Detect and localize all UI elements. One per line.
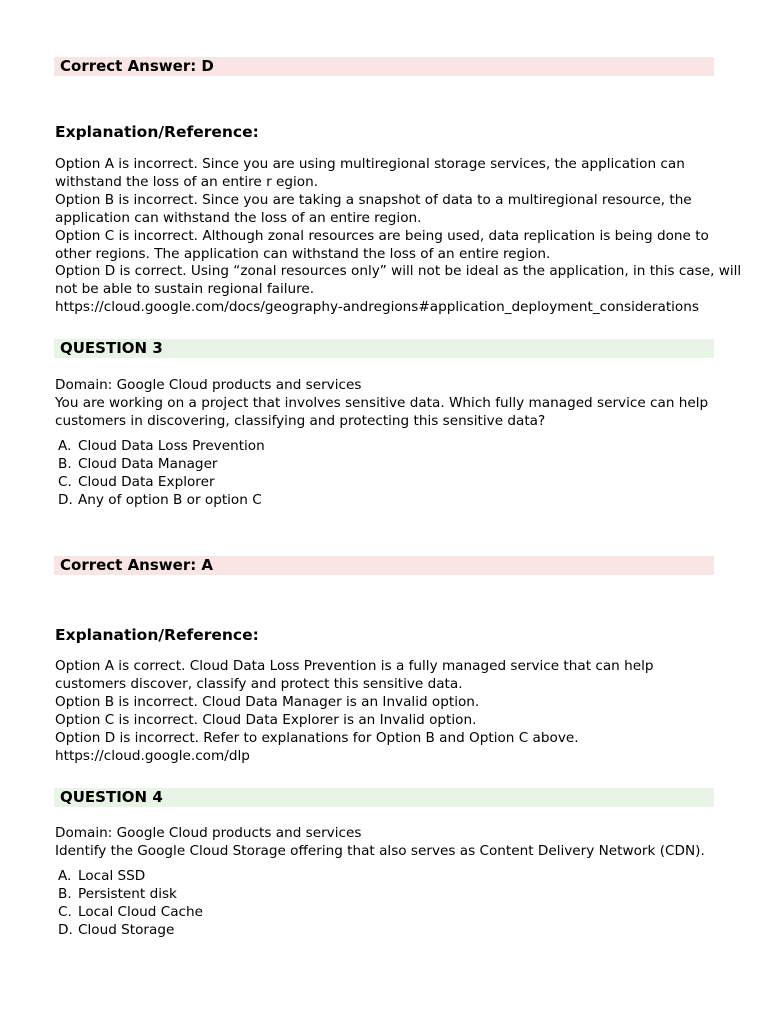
- option-text: Any of option B or option C: [78, 491, 262, 508]
- option-item[interactable]: [58, 904, 203, 922]
- option-letter: D.: [58, 921, 73, 938]
- explanation-line: other regions. The application can withstand the loss of an entire region.: [55, 245, 551, 262]
- explanation-text: [55, 156, 742, 317]
- option-text: Cloud Data Explorer: [78, 473, 215, 490]
- explanation-heading: Explanation/Reference:: [55, 123, 259, 141]
- explanation-line: Option A is incorrect. Since you are using multiregional storage services, the application can: [55, 156, 685, 172]
- question-title-bar: QUESTION 4: [54, 788, 714, 807]
- explanation-line: Option A is correct. Cloud Data Loss Prevention is a fully managed service that can help: [55, 658, 654, 674]
- option-item[interactable]: [58, 868, 203, 886]
- option-letter: A.: [58, 438, 72, 454]
- option-text: Local Cloud Cache: [78, 903, 203, 920]
- correct-answer-bar: Correct Answer: D: [54, 57, 714, 76]
- explanation-line: Option D is correct. Using “zonal resources only” will not be ideal as the application, in this case, will: [55, 263, 742, 280]
- explanation-line: Option D is incorrect. Refer to explanations for Option B and Option C above.: [55, 729, 579, 746]
- option-text: Cloud Data Loss Prevention: [78, 438, 265, 454]
- option-text: Cloud Storage: [78, 921, 175, 938]
- explanation-line: Option B is incorrect. Since you are taking a snapshot of data to a multiregional resource, the: [55, 191, 692, 208]
- question-text: [55, 377, 725, 431]
- option-item[interactable]: [58, 438, 265, 456]
- question-line: Identify the Google Cloud Storage offering that also serves as Content Delivery Network (CDN).: [55, 842, 705, 859]
- option-letter: D.: [58, 491, 73, 508]
- answer-options: [58, 868, 203, 940]
- question-text: [55, 825, 725, 861]
- explanation-line: Option C is incorrect. Cloud Data Explorer is an Invalid option.: [55, 711, 477, 728]
- option-item[interactable]: [58, 474, 265, 492]
- option-letter: C.: [58, 903, 72, 920]
- question-line: You are working on a project that involves sensitive data. Which fully managed service can help: [55, 394, 709, 411]
- explanation-line: Option C is incorrect. Although zonal resources are being used, data replication is being done to: [55, 227, 709, 244]
- option-text: Local SSD: [78, 868, 146, 884]
- question-domain: Domain: Google Cloud products and services: [55, 377, 362, 393]
- explanation-line: not be able to sustain regional failure.: [55, 281, 315, 298]
- explanation-line: withstand the loss of an entire r egion.: [55, 173, 319, 190]
- correct-answer-bar: Correct Answer: A: [54, 556, 714, 575]
- question-line: customers in discovering, classifying and protecting this sensitive data?: [55, 412, 546, 429]
- explanation-line: customers discover, classify and protect this sensitive data.: [55, 675, 463, 692]
- option-item[interactable]: [58, 492, 265, 510]
- answer-options: [58, 438, 265, 510]
- option-letter: B.: [58, 455, 72, 472]
- option-letter: A.: [58, 868, 72, 884]
- option-letter: B.: [58, 885, 72, 902]
- explanation-text: [55, 658, 725, 765]
- option-item[interactable]: [58, 922, 203, 940]
- question-title-bar: QUESTION 3: [54, 339, 714, 358]
- option-item[interactable]: [58, 886, 203, 904]
- reference-link[interactable]: https://cloud.google.com/dlp: [55, 747, 250, 764]
- explanation-line: Option B is incorrect. Cloud Data Manager is an Invalid option.: [55, 693, 480, 710]
- option-text: Persistent disk: [78, 885, 177, 902]
- option-letter: C.: [58, 473, 72, 490]
- option-text: Cloud Data Manager: [78, 455, 218, 472]
- question-domain: Domain: Google Cloud products and services: [55, 825, 362, 841]
- explanation-line: application can withstand the loss of an entire region.: [55, 209, 422, 226]
- reference-link[interactable]: https://cloud.google.com/docs/geography-andregions#application_deployment_considerations: [55, 299, 699, 316]
- explanation-heading: Explanation/Reference:: [55, 626, 259, 644]
- option-item[interactable]: [58, 456, 265, 474]
